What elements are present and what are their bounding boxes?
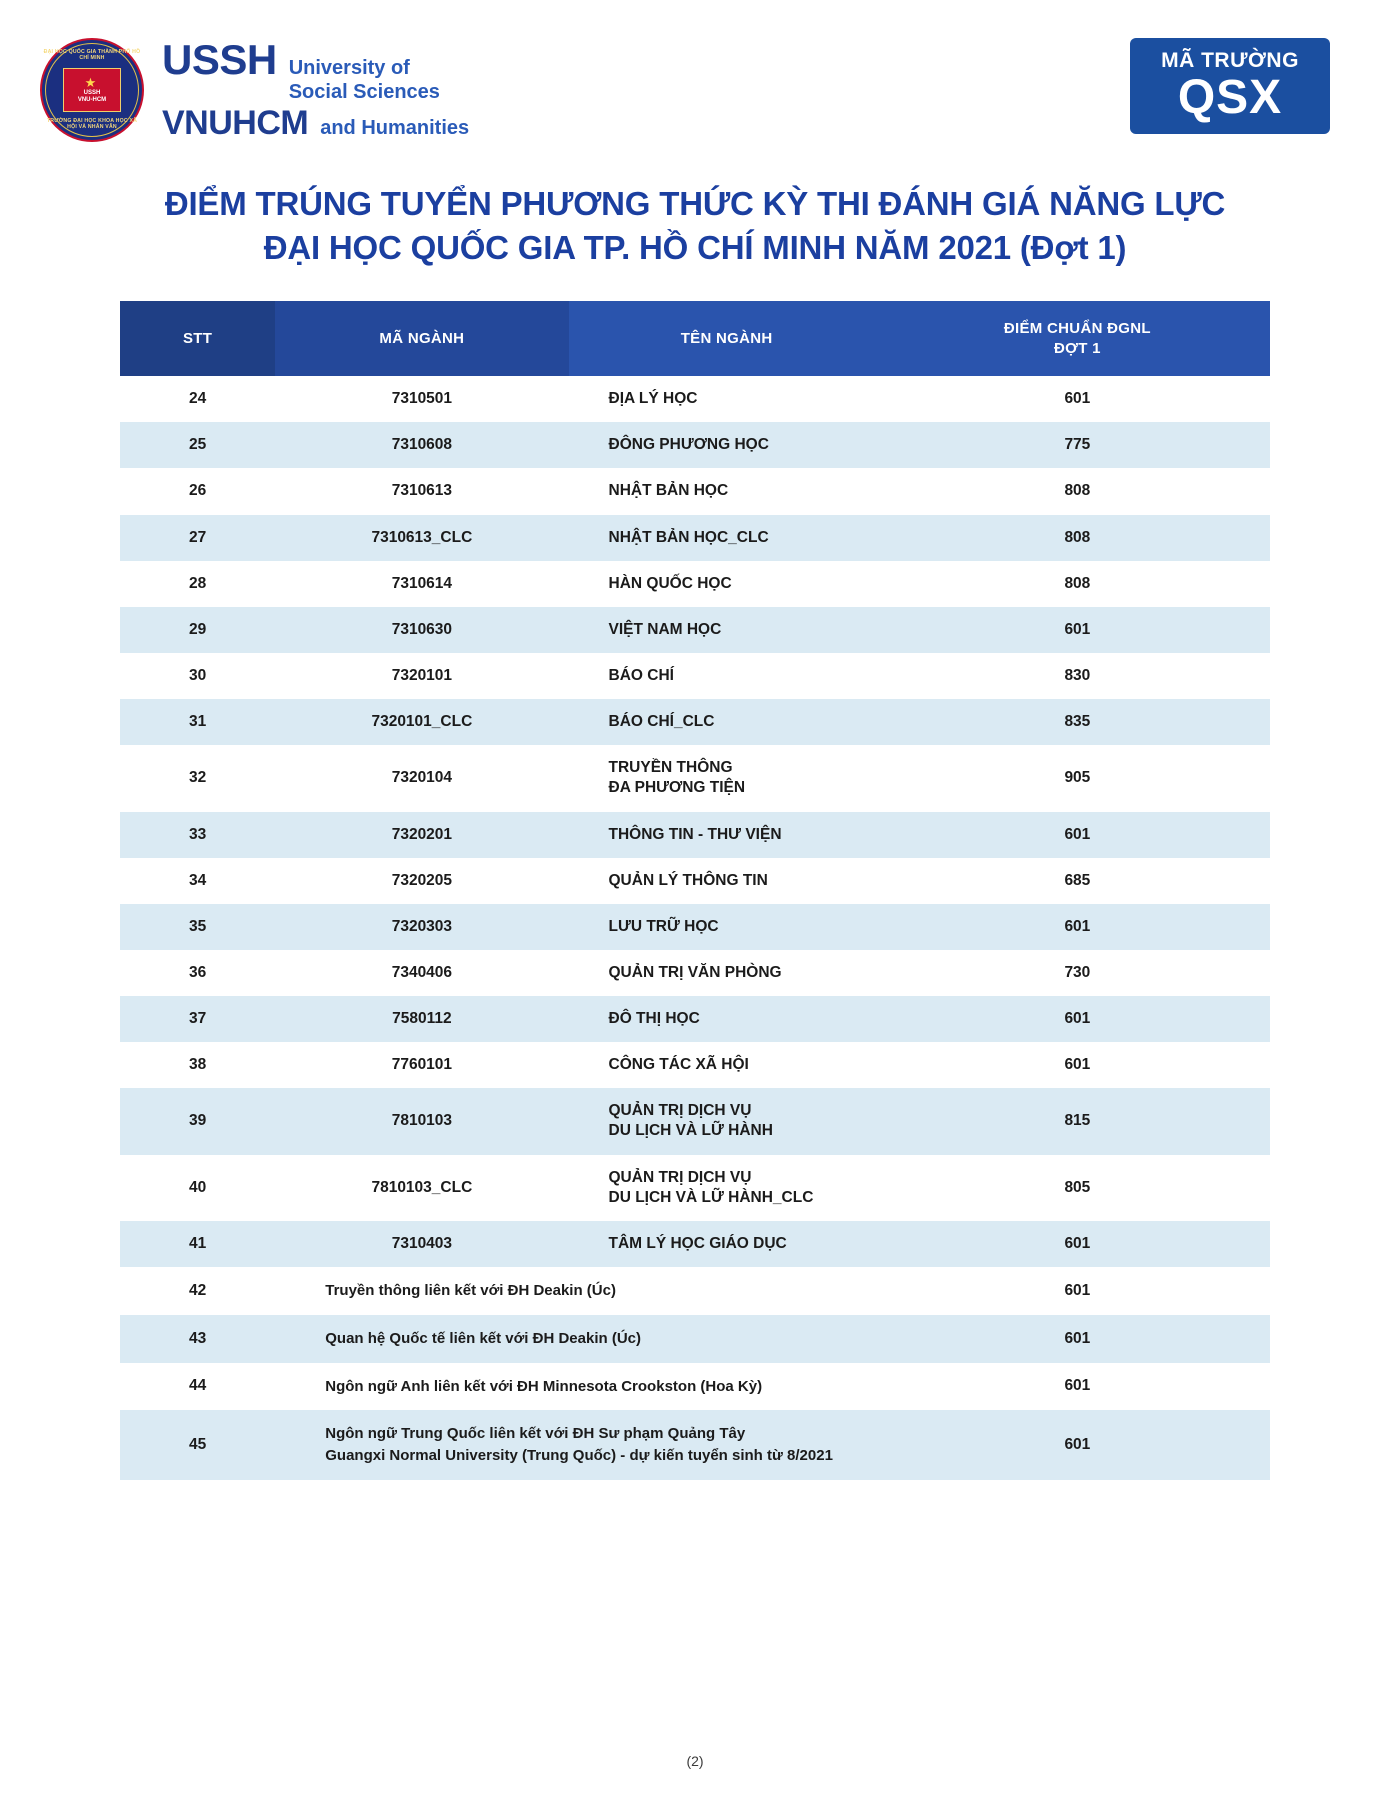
cell-ma-nganh: 7310608 — [275, 422, 568, 468]
cell-diem-chuan: 601 — [885, 812, 1270, 858]
cell-ma-nganh: 7320104 — [275, 745, 568, 811]
column-header-diem-chuan — [885, 301, 1270, 376]
cell-ten-nganh-line2: ĐA PHƯƠNG TIỆN — [608, 779, 746, 797]
cell-ma-nganh: 7310613 — [275, 468, 568, 514]
cell-ten-nganh — [569, 422, 885, 468]
table-row — [120, 1315, 1270, 1363]
cell-ten-nganh-line1: ĐÔ THỊ HỌC — [608, 1010, 700, 1028]
cell-ma-nganh: 7310403 — [275, 1221, 568, 1267]
cell-stt: 45 — [120, 1410, 275, 1480]
column-header-ten-nganh: TÊN NGÀNH — [569, 301, 885, 376]
table-row — [120, 858, 1270, 904]
seal-abbr: USSH VNU-HCM — [77, 90, 107, 103]
logo-ussh-text: USSH — [162, 36, 277, 84]
cell-ten-nganh-line1: TÂM LÝ HỌC GIÁO DỤC — [608, 1234, 787, 1252]
cell-diem-chuan: 808 — [885, 515, 1270, 561]
cell-ten-nganh-line1: NHẬT BẢN HỌC — [608, 482, 729, 500]
cell-ma-nganh: 7760101 — [275, 1042, 568, 1088]
column-header-ma-nganh: MÃ NGÀNH — [275, 301, 568, 376]
cell-ten-nganh — [569, 1042, 885, 1088]
cell-ten-nganh-line2: DU LỊCH VÀ LỮ HÀNH — [608, 1122, 773, 1140]
cell-ten-nganh-line1: QUẢN TRỊ DỊCH VỤ — [608, 1168, 752, 1186]
cell-ma-nganh: 7310630 — [275, 607, 568, 653]
cell-diem-chuan: 601 — [885, 1410, 1270, 1480]
cell-ten-nganh — [569, 699, 885, 745]
table-row — [120, 1363, 1270, 1411]
cell-ten-nganh — [569, 996, 885, 1042]
table-row — [120, 745, 1270, 811]
cell-ten-nganh — [275, 1410, 885, 1480]
cell-ma-nganh: 7810103_CLC — [275, 1155, 568, 1221]
cell-diem-chuan: 601 — [885, 996, 1270, 1042]
cell-ten-nganh-line1: HÀN QUỐC HỌC — [608, 574, 732, 592]
table-row — [120, 1042, 1270, 1088]
school-code-badge — [1130, 38, 1330, 134]
cell-stt: 35 — [120, 904, 275, 950]
cell-ten-nganh — [569, 858, 885, 904]
cell-ten-nganh — [569, 515, 885, 561]
table-row — [120, 1155, 1270, 1221]
column-header-stt: STT — [120, 301, 275, 376]
cell-ten-nganh — [569, 1088, 885, 1154]
cell-ten-nganh — [569, 653, 885, 699]
cell-ten-nganh — [569, 561, 885, 607]
cell-ma-nganh: 7810103 — [275, 1088, 568, 1154]
cell-stt: 42 — [120, 1267, 275, 1315]
cell-diem-chuan: 601 — [885, 1042, 1270, 1088]
logo-vnuhcm-text: VNUHCM — [162, 104, 309, 143]
cell-diem-chuan: 601 — [885, 376, 1270, 422]
cell-stt: 27 — [120, 515, 275, 561]
cell-ten-nganh-line1: TRUYỀN THÔNG — [608, 759, 733, 777]
admission-score-table — [120, 301, 1270, 1480]
cell-stt: 41 — [120, 1221, 275, 1267]
seal-bottom-text: TRƯỜNG ĐẠI HỌC KHOA HỌC XÃ HỘI VÀ NHÂN VĂN — [46, 118, 138, 130]
cell-stt: 26 — [120, 468, 275, 514]
cell-ma-nganh: 7580112 — [275, 996, 568, 1042]
scores-table — [120, 301, 1270, 1480]
table-head — [120, 301, 1270, 376]
cell-ma-nganh: 7320205 — [275, 858, 568, 904]
cell-diem-chuan: 830 — [885, 653, 1270, 699]
cell-diem-chuan: 905 — [885, 745, 1270, 811]
document-header — [0, 0, 1390, 160]
cell-ten-nganh — [569, 376, 885, 422]
table-row — [120, 1410, 1270, 1480]
table-row — [120, 1221, 1270, 1267]
table-body — [120, 376, 1270, 1480]
cell-diem-chuan: 685 — [885, 858, 1270, 904]
cell-ten-nganh — [569, 812, 885, 858]
cell-diem-chuan: 601 — [885, 607, 1270, 653]
logo-fullname-line1: University of — [288, 57, 410, 80]
cell-stt: 29 — [120, 607, 275, 653]
cell-ten-nganh — [275, 1315, 885, 1363]
table-row — [120, 376, 1270, 422]
cell-stt: 39 — [120, 1088, 275, 1154]
cell-ten-nganh-line1: CÔNG TÁC XÃ HỘI — [608, 1056, 749, 1074]
cell-diem-chuan: 835 — [885, 699, 1270, 745]
cell-ten-nganh-line1: Quan hệ Quốc tế liên kết với ĐH Deakin (Úc) — [325, 1329, 641, 1347]
cell-stt: 37 — [120, 996, 275, 1042]
table-row — [120, 996, 1270, 1042]
cell-diem-chuan: 805 — [885, 1155, 1270, 1221]
page-title-line1: ĐIỂM TRÚNG TUYỂN PHƯƠNG THỨC KỲ THI ĐÁNH GIÁ NĂNG LỰC — [164, 185, 1226, 222]
table-row — [120, 699, 1270, 745]
cell-ten-nganh-line1: VIỆT NAM HỌC — [608, 620, 722, 638]
cell-ten-nganh-line2: Guangxi Normal University (Trung Quốc) - dự kiến tuyển sinh từ 8/2021 — [325, 1447, 833, 1465]
cell-diem-chuan: 601 — [885, 1315, 1270, 1363]
cell-ma-nganh: 7320303 — [275, 904, 568, 950]
table-row — [120, 1267, 1270, 1315]
table-row — [120, 950, 1270, 996]
cell-ten-nganh-line1: Ngôn ngữ Anh liên kết với ĐH Minnesota Crookston (Hoa Kỳ) — [325, 1377, 763, 1395]
cell-stt: 43 — [120, 1315, 275, 1363]
seal-star-glyph: ★ — [84, 75, 100, 91]
cell-ten-nganh-line1: ĐỊA LÝ HỌC — [608, 390, 698, 408]
cell-ten-nganh-line1: Truyền thông liên kết với ĐH Deakin (Úc) — [325, 1282, 616, 1300]
column-header-diem-chuan-line1: ĐIỂM CHUẨN ĐGNL — [1003, 320, 1151, 338]
cell-stt: 25 — [120, 422, 275, 468]
cell-ten-nganh-line1: QUẢN TRỊ VĂN PHÒNG — [608, 963, 782, 981]
page-number: (2) — [686, 1753, 704, 1769]
cell-diem-chuan: 601 — [885, 1221, 1270, 1267]
cell-ma-nganh: 7310613_CLC — [275, 515, 568, 561]
table-row — [120, 422, 1270, 468]
cell-stt: 24 — [120, 376, 275, 422]
cell-ten-nganh-line1: LƯU TRỮ HỌC — [608, 917, 719, 935]
cell-ten-nganh-line1: NHẬT BẢN HỌC_CLC — [608, 528, 769, 546]
cell-ten-nganh — [569, 1221, 885, 1267]
school-code-label: MÃ TRƯỜNG — [1161, 48, 1299, 72]
page-title — [0, 182, 1390, 269]
school-code-value: QSX — [1177, 70, 1283, 124]
cell-stt: 36 — [120, 950, 275, 996]
wordmark — [162, 36, 470, 143]
cell-ma-nganh: 7320101 — [275, 653, 568, 699]
cell-ten-nganh — [569, 607, 885, 653]
cell-diem-chuan: 808 — [885, 561, 1270, 607]
table-row — [120, 812, 1270, 858]
cell-diem-chuan: 775 — [885, 422, 1270, 468]
cell-ten-nganh-line1: QUẢN LÝ THÔNG TIN — [608, 871, 768, 889]
cell-ten-nganh — [569, 468, 885, 514]
university-seal-icon — [40, 38, 144, 142]
cell-diem-chuan: 601 — [885, 1363, 1270, 1411]
cell-stt: 33 — [120, 812, 275, 858]
table-row — [120, 904, 1270, 950]
table-row — [120, 561, 1270, 607]
cell-ten-nganh-line1: Ngôn ngữ Trung Quốc liên kết với ĐH Sư phạm Quảng Tây — [325, 1425, 746, 1443]
cell-stt: 38 — [120, 1042, 275, 1088]
cell-diem-chuan: 601 — [885, 1267, 1270, 1315]
cell-diem-chuan: 808 — [885, 468, 1270, 514]
cell-ma-nganh: 7320201 — [275, 812, 568, 858]
cell-ten-nganh-line1: BÁO CHÍ_CLC — [608, 713, 715, 731]
logo-fullname-line2: Social Sciences — [288, 80, 440, 103]
cell-stt: 32 — [120, 745, 275, 811]
cell-diem-chuan: 601 — [885, 904, 1270, 950]
seal-top-text: ĐẠI HỌC QUỐC GIA THÀNH PHỐ HỒ CHÍ MINH — [43, 49, 141, 61]
cell-ten-nganh-line1: BÁO CHÍ — [608, 666, 674, 684]
table-row — [120, 653, 1270, 699]
cell-ma-nganh: 7310614 — [275, 561, 568, 607]
university-logo — [40, 38, 469, 142]
cell-diem-chuan: 815 — [885, 1088, 1270, 1154]
cell-stt: 31 — [120, 699, 275, 745]
cell-stt: 34 — [120, 858, 275, 904]
cell-ten-nganh-line2: DU LỊCH VÀ LỮ HÀNH_CLC — [608, 1188, 814, 1206]
table-row — [120, 468, 1270, 514]
table-row — [120, 607, 1270, 653]
column-header-diem-chuan-line2: ĐỢT 1 — [1053, 339, 1101, 357]
cell-ten-nganh — [569, 904, 885, 950]
cell-ten-nganh — [569, 950, 885, 996]
table-row — [120, 1088, 1270, 1154]
cell-diem-chuan: 730 — [885, 950, 1270, 996]
cell-ma-nganh: 7310501 — [275, 376, 568, 422]
cell-ten-nganh-line1: ĐÔNG PHƯƠNG HỌC — [608, 436, 769, 454]
cell-ma-nganh: 7320101_CLC — [275, 699, 568, 745]
cell-ten-nganh — [275, 1267, 885, 1315]
logo-fullname-line3: and Humanities — [320, 117, 470, 140]
cell-ten-nganh — [569, 745, 885, 811]
cell-ten-nganh — [569, 1155, 885, 1221]
cell-stt: 44 — [120, 1363, 275, 1411]
cell-ten-nganh — [275, 1363, 885, 1411]
cell-ten-nganh-line1: THÔNG TIN - THƯ VIỆN — [608, 825, 782, 843]
cell-ma-nganh: 7340406 — [275, 950, 568, 996]
page-title-line2: ĐẠI HỌC QUỐC GIA TP. HỒ CHÍ MINH NĂM 2021 (Đợt 1) — [263, 228, 1127, 266]
table-header-row — [120, 301, 1270, 376]
cell-stt: 40 — [120, 1155, 275, 1221]
table-row — [120, 515, 1270, 561]
cell-stt: 30 — [120, 653, 275, 699]
cell-ten-nganh-line1: QUẢN TRỊ DỊCH VỤ — [608, 1102, 752, 1120]
cell-stt: 28 — [120, 561, 275, 607]
